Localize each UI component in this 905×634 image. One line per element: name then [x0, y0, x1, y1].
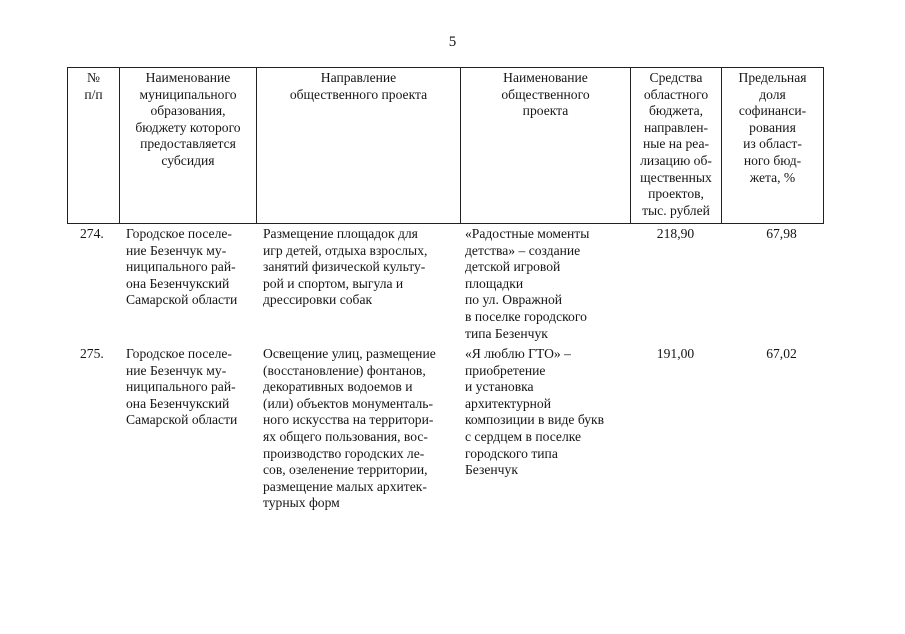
page-number: 5	[448, 34, 457, 50]
row-share: 67,02	[766, 346, 797, 361]
row-share: 67,98	[766, 226, 797, 241]
row-project-name: «Радостные моменты детства» – создание детской игровой площадки по ул. Овражной в поселке городского типа Безенчук	[465, 226, 590, 341]
header-municipality: Наименование муниципального образования, бюджету которого предоставляется субсидия	[119, 67, 256, 224]
row-municipality: Городское поселе- ние Безенчук му- ниципального рай- она Безенчукский Самарской области	[126, 226, 238, 308]
header-share: Предельная доля софинанси- рования из област- ного бюд- жета, %	[721, 67, 824, 224]
row-municipality: Городское поселе- ние Безенчук му- ниципального рай- она Безенчукский Самарской области	[126, 346, 238, 428]
row-direction: Размещение площадок для игр детей, отдыха взрослых, занятий физической культу- рой и спортом, выгула и дрессировки собак	[263, 226, 428, 308]
row-direction: Освещение улиц, размещение (восстановление) фонтанов, декоративных водоемов и (или) объектов монументаль- ного искусства на территори- ях общего пользования, вос- производство городских ле- сов, озеленение территории, размещение малых архитек- турных форм	[263, 346, 436, 511]
header-funds: Средства областного бюджета, направлен- ные на реа- лизацию об- щественных проектов, тыс. рублей	[630, 67, 721, 224]
row-number: 275.	[80, 346, 104, 361]
row-funds: 218,90	[656, 226, 695, 241]
header-direction: Направление общественного проекта	[256, 67, 460, 224]
header-project-name: Наименование общественного проекта	[460, 67, 630, 224]
row-project-name: «Я люблю ГТО» – приобретение и установка архитектурной композиции в виде букв с сердцем в поселке городского типа Безенчук	[465, 346, 605, 478]
row-number: 274.	[80, 226, 104, 241]
header-number: № п/п	[67, 67, 119, 224]
table-header	[67, 67, 824, 224]
row-funds: 191,00	[656, 346, 695, 361]
